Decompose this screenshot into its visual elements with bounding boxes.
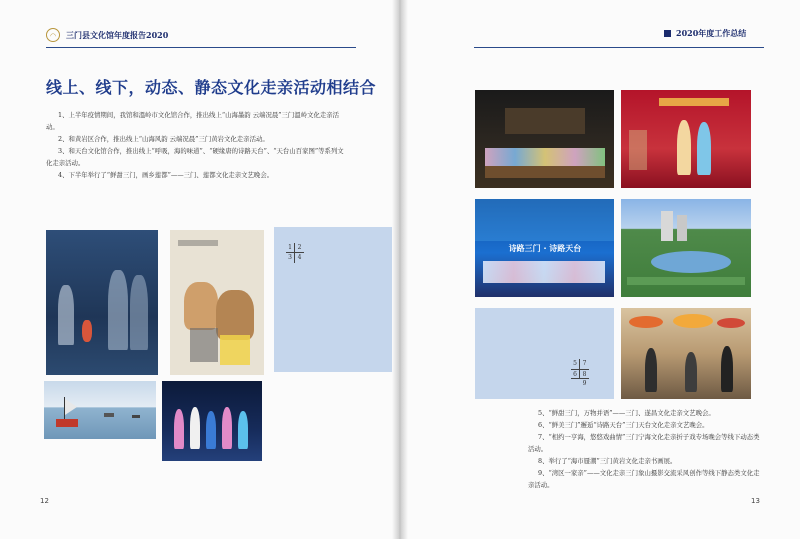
photo-chorus-stage bbox=[475, 90, 614, 188]
paragraph: 2、和黄岩区合作，推出线上“山海风韵 云端况晨”三门黄岩文化走亲活动。 bbox=[58, 135, 269, 143]
grid-number: 2 bbox=[295, 243, 304, 253]
paragraph: 9、“湾区一家亲”——文化走亲三门象山摄影交流采风创作等线下静态类文化走亲活动。 bbox=[528, 469, 760, 489]
left-page bbox=[0, 0, 398, 539]
photo-stage-performers bbox=[162, 381, 262, 461]
paragraph: 6、“鲜美三门”邂逅“诗路天台”三门天台文化走亲文艺晚会。 bbox=[538, 421, 709, 429]
page-number-left: 12 bbox=[40, 497, 49, 505]
photo-index-grid-left bbox=[286, 243, 304, 263]
left-header bbox=[46, 28, 168, 42]
photo-opera-stage bbox=[621, 90, 751, 188]
grid-number: 3 bbox=[286, 253, 295, 263]
photo-blue-stage-banner bbox=[475, 199, 614, 297]
photo-index-grid-right bbox=[571, 359, 589, 389]
paragraph: 1、上半年疫情期间，我馆和溫岭市文化馆合作，推出线上“山海墨韵 云端况晨”三门溫岭文化走亲活动。 bbox=[46, 111, 340, 131]
paragraph: 3、和天台文化馆合作，推出线上“呼吸，海的味道”、“硬缘唐的诗路天台”、“天台山百家图”等系列文化走亲活动。 bbox=[46, 147, 344, 167]
page-title: 线上、线下，动态、静态文化走亲活动相结合 bbox=[46, 78, 377, 97]
grid-number: 7 bbox=[582, 360, 587, 367]
photo-exhibition-kites bbox=[621, 308, 751, 399]
paragraph: 8、举行了“海市蜃潮”三门黄岩文化走亲书画展。 bbox=[538, 457, 677, 465]
page-number-right: 13 bbox=[751, 497, 760, 505]
header-rule bbox=[46, 47, 356, 48]
paragraph: 7、“相约一亨海，悠悠戏曲情”三门宁海文化走亲折子戏专场晚会等线下动态类活动。 bbox=[528, 433, 760, 453]
book-gutter bbox=[392, 0, 408, 539]
grid-number: 9 bbox=[582, 380, 587, 387]
grid-number: 1 bbox=[286, 243, 295, 253]
right-header-text: 2020年度工作总结 bbox=[676, 28, 747, 38]
left-body-text bbox=[46, 109, 346, 181]
logo-icon: ◠ bbox=[46, 28, 60, 42]
decor-blue-box-right bbox=[475, 308, 614, 399]
grid-number: 8 bbox=[580, 369, 589, 379]
paragraph: 4、下半年举行了“鲜甜三门，画乡莲都”——三门、莲都文化走亲文艺晚会。 bbox=[58, 171, 274, 179]
photo-painting-figures bbox=[46, 230, 158, 375]
paragraph: 5、“鲜甜三门，万物并语”——三门、遂昌文化走亲文艺晚会。 bbox=[538, 409, 715, 417]
grid-number: 6 bbox=[571, 369, 580, 379]
photo-aerial-city bbox=[621, 199, 751, 297]
banner-text: 诗路三门 · 诗路天台 bbox=[508, 244, 582, 253]
grid-number: 5 bbox=[571, 359, 580, 369]
grid-number: 4 bbox=[297, 254, 302, 261]
right-body-text bbox=[528, 407, 763, 491]
photo-sea-boats bbox=[44, 381, 156, 439]
right-header bbox=[664, 28, 746, 39]
header-rule bbox=[474, 47, 764, 48]
photo-ink-painting bbox=[170, 230, 264, 375]
left-header-text: 三门县文化馆年度报告2020 bbox=[66, 29, 169, 40]
square-bullet-icon bbox=[664, 30, 671, 37]
